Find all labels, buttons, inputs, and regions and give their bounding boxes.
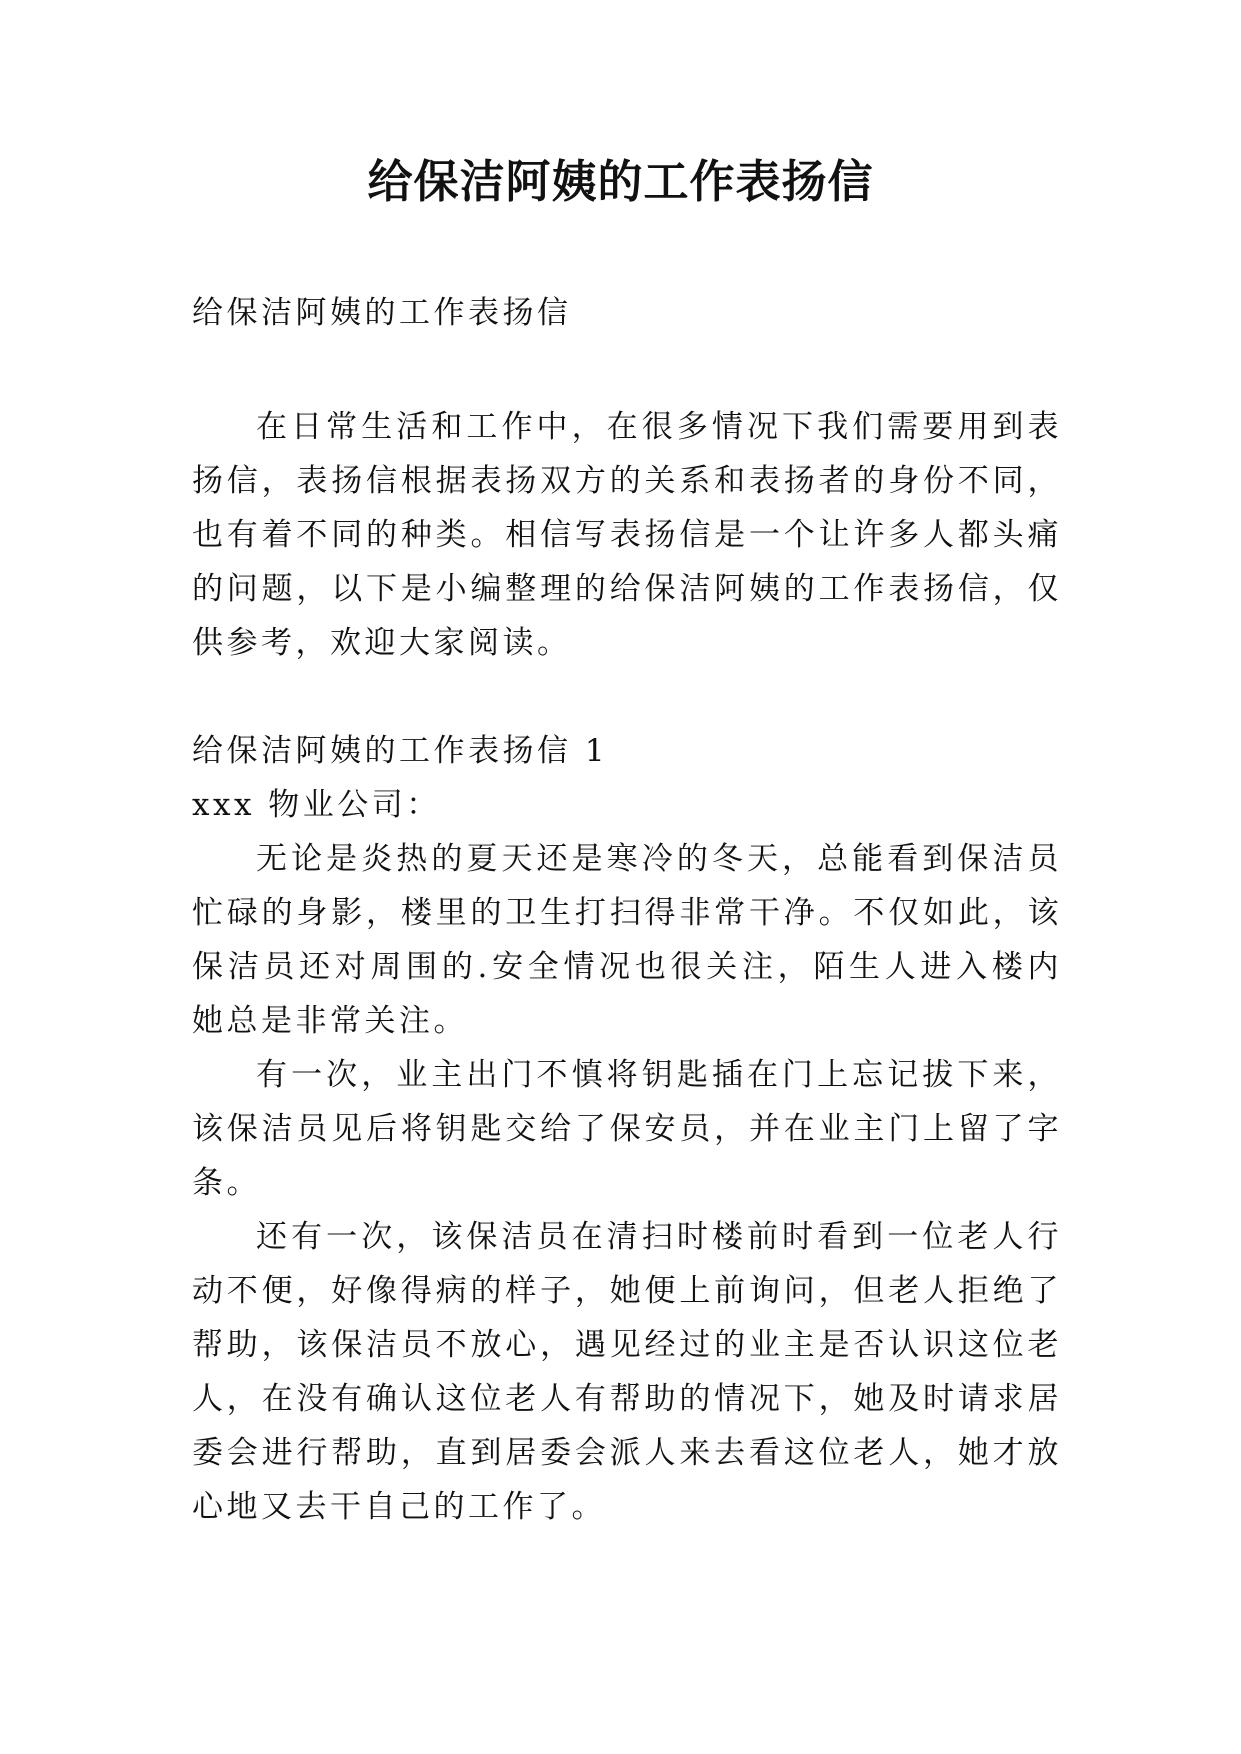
salutation: xxx 物业公司： [192, 787, 441, 823]
body-paragraph: 还有一次，该保洁员在清扫时楼前时看到一位老人行动不便，好像得病的样子，她便上前询问，但老人拒绝了帮助，该保洁员不放心，遇见经过的业主是否认识这位老人，在没有确认这位老人有帮助的情况下，她及时请求居委会进行帮助，直到居委会派人来去看这位老人，她才放心地又去干自己的工作了。 [192, 1219, 1062, 1525]
body-paragraph: 无论是炎热的夏天还是寒冷的冬天，总能看到保洁员忙碌的身影，楼里的卫生打扫得非常干净。不仅如此，该保洁员还对周围的.安全情况也很关注，陌生人进入楼内她总是非常关注。 [192, 841, 1062, 1039]
document-title: 给保洁阿姨的工作表扬信 [367, 155, 874, 208]
document-body [192, 286, 1062, 1534]
intro-paragraph: 在日常生活和工作中，在很多情况下我们需要用到表扬信，表扬信根据表扬双方的关系和表扬者的身份不同，也有着不同的种类。相信写表扬信是一个让许多人都头痛的问题，以下是小编整理的给保洁阿姨的工作表扬信，仅供参考，欢迎大家阅读。 [192, 409, 1062, 661]
document-subtitle: 给保洁阿姨的工作表扬信 [192, 295, 572, 331]
body-paragraph: 有一次，业主出门不慎将钥匙插在门上忘记拔下来，该保洁员见后将钥匙交给了保安员，并在业主门上留了字条。 [192, 1057, 1062, 1201]
spacer [192, 670, 1062, 724]
section-heading: 给保洁阿姨的工作表扬信 1 [192, 733, 609, 769]
spacer [192, 340, 1062, 400]
